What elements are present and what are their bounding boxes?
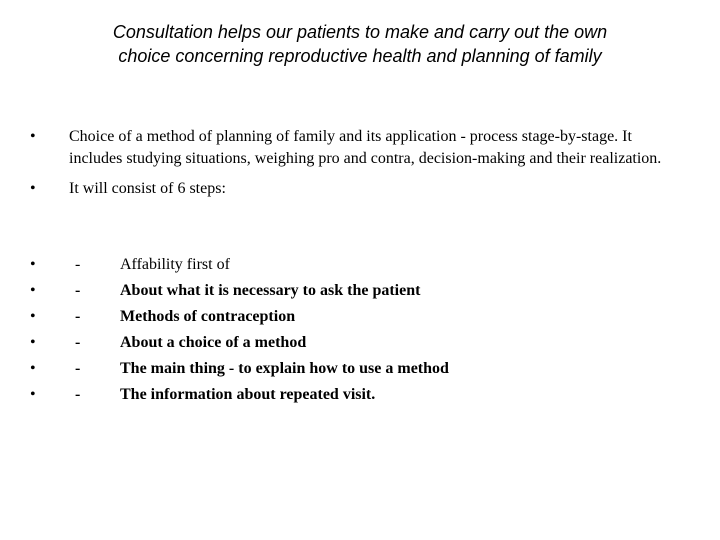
bullet-icon: • — [30, 360, 36, 377]
step-text: About a choice of a method — [120, 334, 307, 351]
step-item — [28, 330, 688, 356]
bullet-icon: • — [30, 180, 36, 197]
step-dash: - — [75, 334, 81, 351]
step-dash: - — [75, 256, 81, 273]
step-text: The main thing - to explain how to use a method — [120, 360, 449, 377]
step-item — [28, 382, 688, 408]
intro-item — [28, 126, 688, 170]
bullet-icon: • — [30, 256, 36, 273]
step-text: About what it is necessary to ask the patient — [120, 282, 421, 299]
intro-item-text: Choice of a method of planning of family and its application - process stage-by-stage. It includes studying situations, weighing pro and contra, decision-making and their realization. — [69, 128, 662, 167]
step-dash: - — [75, 360, 81, 377]
step-dash: - — [75, 282, 81, 299]
slide-title-line-2: choice concerning reproductive health and planning of family — [118, 46, 602, 66]
step-dash: - — [75, 386, 81, 403]
step-item — [28, 356, 688, 382]
steps-list — [28, 252, 688, 408]
intro-item — [28, 178, 688, 200]
step-dash: - — [75, 308, 81, 325]
bullet-icon: • — [30, 128, 36, 145]
intro-item-text: It will consist of 6 steps: — [69, 180, 226, 197]
step-item — [28, 252, 688, 278]
step-text: The information about repeated visit. — [120, 386, 376, 403]
bullet-icon: • — [30, 386, 36, 403]
step-text: Affability first of — [120, 256, 230, 273]
intro-list — [28, 126, 688, 200]
slide-title — [40, 20, 680, 68]
step-item — [28, 304, 688, 330]
bullet-icon: • — [30, 282, 36, 299]
bullet-icon: • — [30, 334, 36, 351]
slide-title-line-1: Consultation helps our patients to make and carry out the own — [112, 22, 608, 42]
step-item — [28, 278, 688, 304]
step-text: Methods of contraception — [120, 308, 296, 325]
bullet-icon: • — [30, 308, 36, 325]
